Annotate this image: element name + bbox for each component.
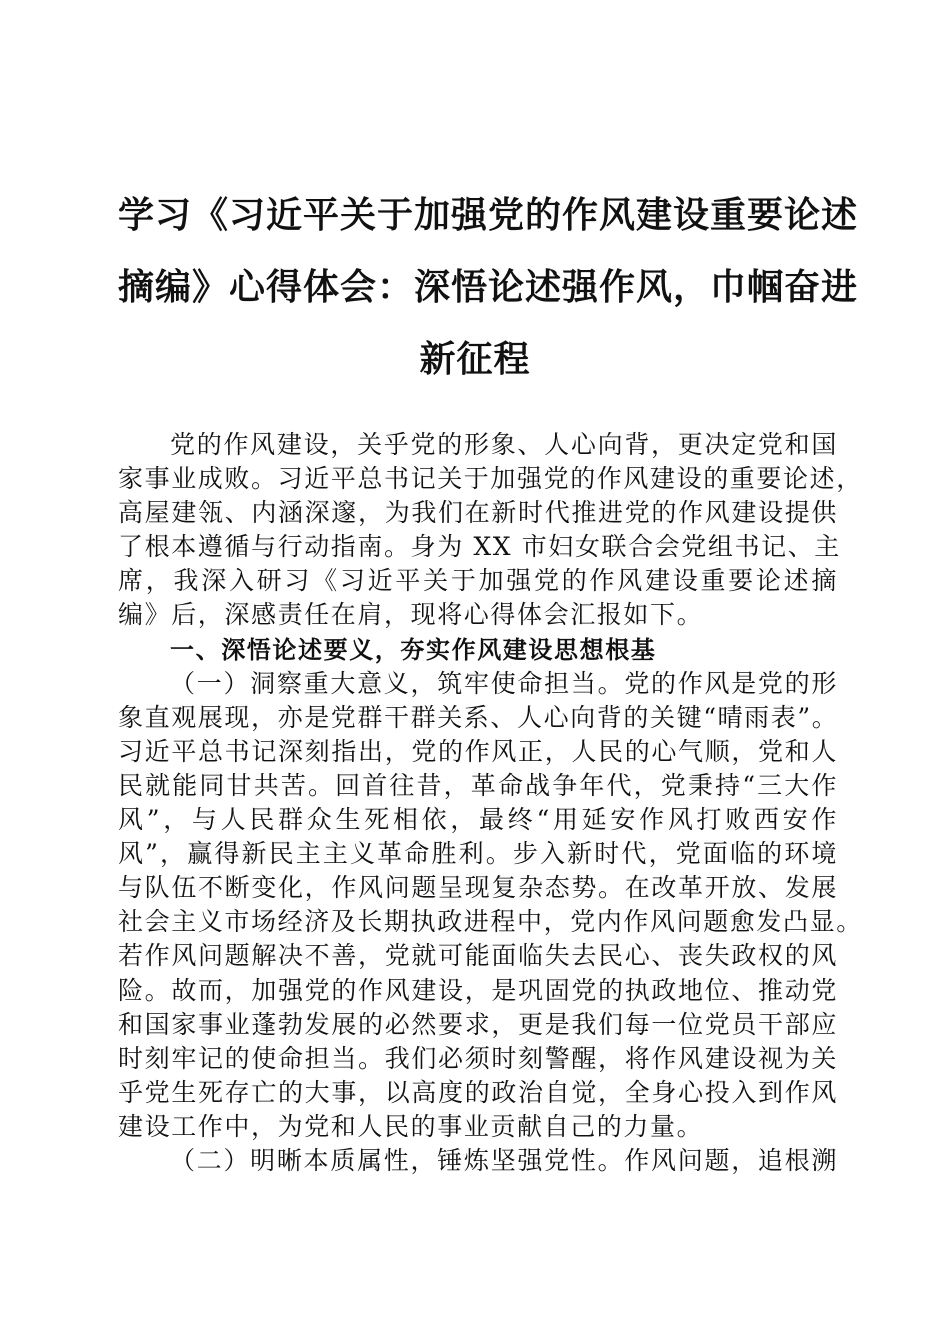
text-line: 席，我深入研习《习近平关于加强党的作风建设重要论述摘 <box>118 566 838 596</box>
text-line: （一）洞察重大意义，筑牢使命担当。党的作风是党的形 <box>170 668 838 698</box>
text-line: 和国家事业蓬勃发展的必然要求，更是我们每一位党员干部应 <box>118 1009 838 1039</box>
text-line: 与队伍不断变化，作风问题呈现复杂态势。在改革开放、发展 <box>118 873 838 903</box>
text-line: 险。故而，加强党的作风建设，是巩固党的执政地位、推动党 <box>118 975 838 1005</box>
subsection-paragraph <box>118 667 863 1144</box>
intro-paragraph <box>118 428 863 633</box>
text-line: 民就能同甘共苦。回首往昔，革命战争年代，党秉持“三大作 <box>118 770 838 800</box>
text-line: 风”，与人民群众生死相依，最终“用延安作风打败西安作 <box>118 805 838 835</box>
title-line: 新征程 <box>419 339 531 380</box>
text-line: （二）明晰本质属性，锤炼坚强党性。作风问题，追根溯 <box>170 1145 838 1175</box>
text-line: 象直观展现，亦是党群干群关系、人心向背的关键“晴雨表”。 <box>118 702 839 732</box>
subsection-paragraph <box>118 1144 838 1178</box>
text-line: 社会主义市场经济及长期执政进程中，党内作风问题愈发凸显。 <box>118 907 863 937</box>
text-line: 编》后，深感责任在肩，现将心得体会汇报如下。 <box>118 600 704 630</box>
text-line: 习近平总书记深刻指出，党的作风正，人民的心气顺，党和人 <box>118 736 838 766</box>
text-line: 风”，赢得新民主主义革命胜利。步入新时代，党面临的环境 <box>118 839 838 869</box>
text-line: 时刻牢记的使命担当。我们必须时刻警醒，将作风建设视为关 <box>118 1043 838 1073</box>
text-line: 建设工作中，为党和人民的事业贡献自己的力量。 <box>118 1111 704 1141</box>
section-heading: 一、深悟论述要义，夯实作风建设思想根基 <box>170 635 657 664</box>
document-title <box>118 180 859 396</box>
text-line: 党的作风建设，关乎党的形象、人心向背，更决定党和国 <box>170 430 838 459</box>
text-line: 若作风问题解决不善，党就可能面临失去民心、丧失政权的风 <box>118 941 838 971</box>
title-line: 摘编》心得体会：深悟论述强作风，巾帼奋进 <box>118 267 859 308</box>
title-line: 学习《习近平关于加强党的作风建设重要论述 <box>118 195 859 236</box>
text-line: 了根本遵循与行动指南。身为 XX 市妇女联合会党组书记、主 <box>118 532 841 562</box>
text-line: 乎党生死存亡的大事，以高度的政治自觉，全身心投入到作风 <box>118 1077 838 1107</box>
text-line: 高屋建瓴、内涵深邃，为我们在新时代推进党的作风建设提供 <box>118 498 838 528</box>
document-body <box>118 428 863 1178</box>
text-line: 家事业成败。习近平总书记关于加强党的作风建设的重要论述， <box>118 464 863 494</box>
